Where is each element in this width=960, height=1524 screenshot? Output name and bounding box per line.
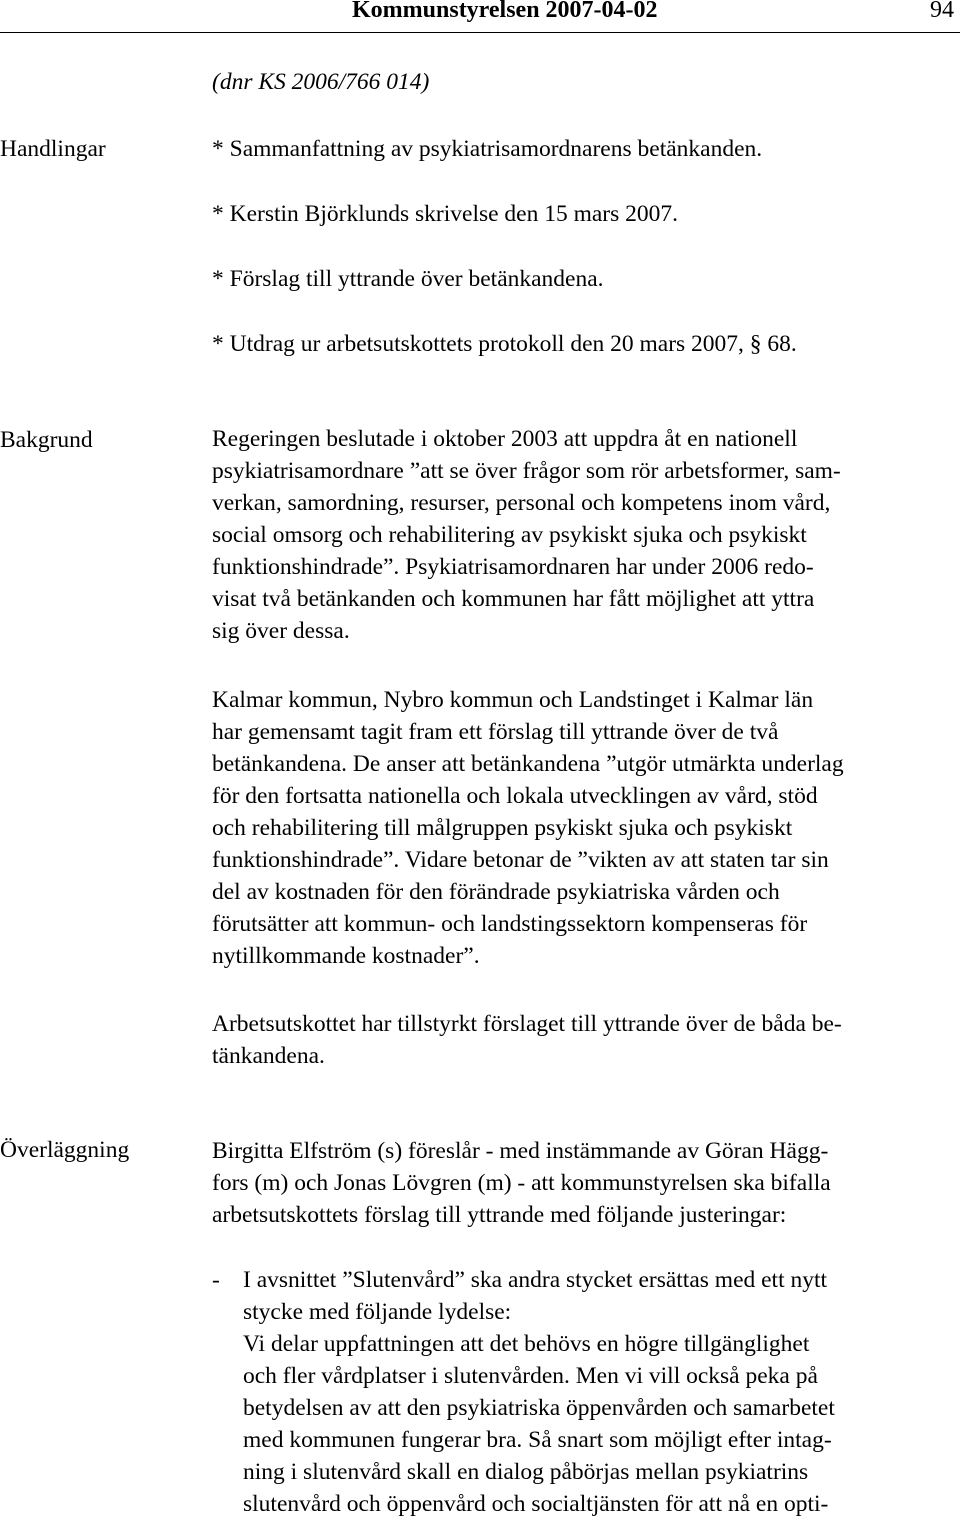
text-line: har gemensamt tagit fram ett förslag till yttrande över de två [212,719,779,745]
text-line: Birgitta Elfström (s) föreslår - med instämmande av Göran Hägg- [212,1138,829,1164]
text-line: förutsätter att kommun- och landstingssektorn kompenseras för [212,911,808,937]
section-label-overlaggning: Överläggning [0,1137,130,1163]
handlingar-item: * Utdrag ur arbetsutskottets protokoll den 20 mars 2007, § 68. [212,331,797,357]
text-line: Kalmar kommun, Nybro kommun och Landstinget i Kalmar län [212,687,814,713]
text-line: betydelsen av att den psykiatriska öppenvården och samarbetet [243,1395,835,1421]
text-line: för den fortsatta nationella och lokala utvecklingen av vård, stöd [212,783,818,809]
overlaggning-list-item [243,1264,960,1520]
text-line: tänkandena. [212,1043,325,1069]
bakgrund-paragraph-1 [212,423,960,647]
text-line: visat två betänkanden och kommunen har fått möjlighet att yttra [212,586,815,612]
text-line: slutenvård och öppenvård och socialtjänsten för att nå en opti- [243,1491,829,1517]
text-line: fors (m) och Jonas Lövgren (m) - att kommunstyrelsen ska bifalla [212,1170,831,1196]
overlaggning-paragraph-1 [212,1135,960,1231]
section-label-handlingar: Handlingar [0,136,106,162]
text-line: ning i slutenvård skall en dialog påbörjas mellan psykiatrins [243,1459,809,1485]
text-line: stycke med följande lydelse: [243,1299,512,1325]
page-number: 94 [930,0,954,23]
bakgrund-paragraph-3 [212,1008,960,1072]
text-line: Regeringen beslutade i oktober 2003 att uppdra åt en nationell [212,426,798,452]
text-line: social omsorg och rehabilitering av psykiskt sjuka och psykiskt [212,522,807,548]
handlingar-item: * Sammanfattning av psykiatrisamordnarens betänkanden. [212,136,763,162]
text-line: del av kostnaden för den förändrade psykiatriska vården och [212,879,780,905]
text-line: Vi delar uppfattningen att det behövs en högre tillgänglighet [243,1331,810,1357]
header-rule [0,32,960,33]
handlingar-item: * Kerstin Björklunds skrivelse den 15 mars 2007. [212,201,679,227]
text-line: funktionshindrade”. Vidare betonar de ”vikten av att staten tar sin [212,847,829,873]
case-reference: (dnr KS 2006/766 014) [212,69,430,95]
bakgrund-paragraph-2 [212,684,960,972]
text-line: funktionshindrade”. Psykiatrisamordnaren har under 2006 redo- [212,554,814,580]
page-header-title: Kommunstyrelsen 2007-04-02 [352,0,658,23]
text-line: och fler vårdplatser i slutenvården. Men vi vill också peka på [243,1363,818,1389]
text-line: och rehabilitering till målgruppen psykiskt sjuka och psykiskt [212,815,793,841]
text-line: arbetsutskottets förslag till yttrande med följande justeringar: [212,1202,787,1228]
text-line: I avsnittet ”Slutenvård” ska andra stycket ersättas med ett nytt [243,1267,828,1293]
text-line: psykiatrisamordnare ”att se över frågor som rör arbetsformer, sam- [212,458,841,484]
list-dash: - [212,1267,220,1293]
text-line: verkan, samordning, resurser, personal och kompetens inom vård, [212,490,831,516]
text-line: nytillkommande kostnader”. [212,943,480,969]
text-line: sig över dessa. [212,618,350,644]
handlingar-item: * Förslag till yttrande över betänkandena. [212,266,604,292]
text-line: med kommunen fungerar bra. Så snart som möjligt efter intag- [243,1427,832,1453]
text-line: betänkandena. De anser att betänkandena ”utgör utmärkta underlag [212,751,844,777]
section-label-bakgrund: Bakgrund [0,427,93,453]
text-line: Arbetsutskottet har tillstyrkt förslaget till yttrande över de båda be- [212,1011,842,1037]
